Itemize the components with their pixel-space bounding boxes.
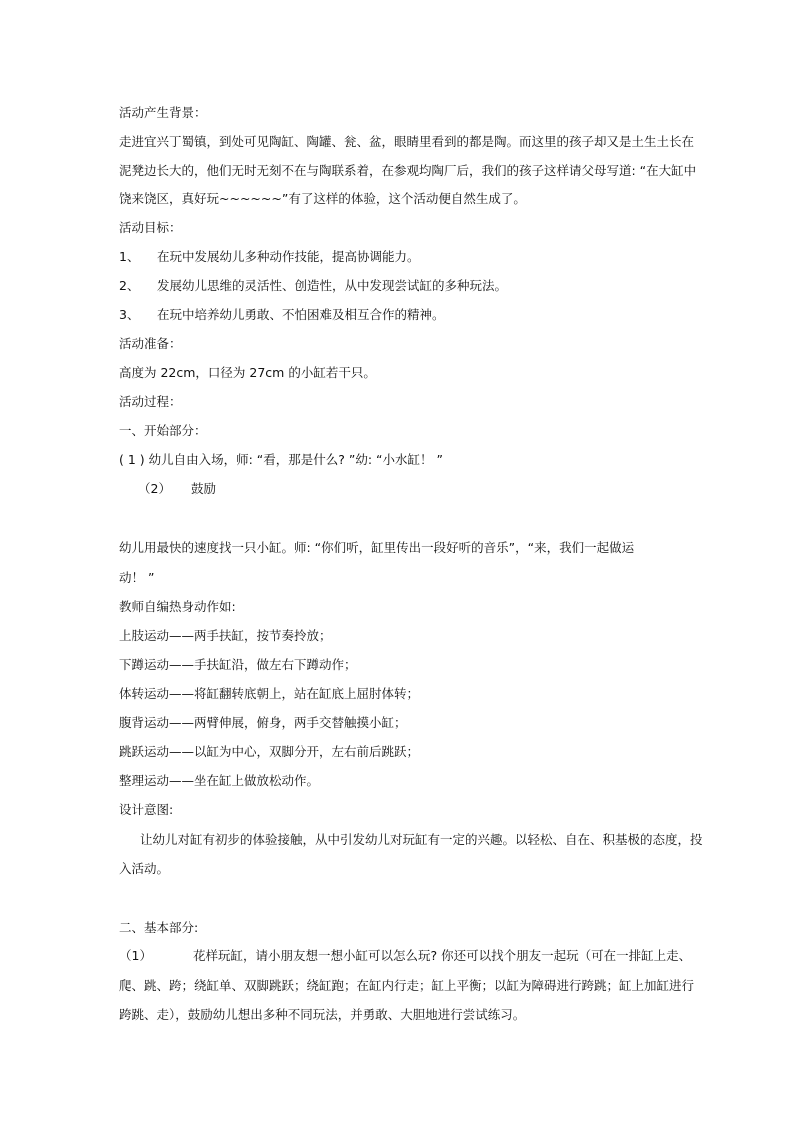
basic-text: 花样玩缸，请小朋友想一想小缸可以怎么玩? 你还可以找个朋友一起玩（可在一排缸上走、	[192, 948, 692, 963]
part1-title: 一、开始部分：	[119, 423, 207, 438]
goal-number: 3、	[119, 307, 140, 322]
goal-item	[119, 307, 445, 323]
goal-number: 2、	[119, 278, 140, 293]
basic-line-3: 跨跳、走），鼓励幼儿想出多种不同玩法，并勇敢、大胆地进行尝试练习。	[119, 1007, 526, 1022]
background-line-2: 泥凳边长大的，他们无时无刻不在与陶联系着，在参观均陶厂后，我们的孩子这样请父母写道: “在大缸中	[119, 163, 697, 178]
heading-process: 活动过程：	[119, 394, 182, 409]
basic-number: （1）	[119, 948, 152, 963]
step-2-text: 鼓励	[190, 481, 216, 496]
prep-text: 高度为 22cm，口径为 27cm 的小缸若干只。	[119, 365, 376, 380]
goal-text: 在玩中培养幼儿勇敢、不怕困难及相互合作的精神。	[156, 307, 445, 322]
basic-line-1	[119, 948, 691, 964]
warmup-item: 体转运动——将缸翻转底朝上，站在缸底上屈肘体转；	[119, 686, 420, 701]
goal-item	[119, 249, 420, 265]
paragraph-a-line-1: 幼儿用最快的速度找一只小缸。师: “你们听，缸里传出一段好听的音乐”，“来，我们一起做运	[119, 540, 635, 555]
heading-background: 活动产生背景：	[119, 105, 207, 120]
heading-prep: 活动准备：	[119, 336, 182, 351]
warmup-item: 上肢运动——两手扶缸，按节奏拎放；	[119, 628, 332, 643]
step-1: ( 1 ) 幼儿自由入场，师: “看，那是什么? ”幼: “小水缸！ ”	[119, 452, 443, 467]
goal-text: 发展幼儿思维的灵活性、创造性，从中发现尝试缸的多种玩法。	[156, 278, 507, 293]
goal-text: 在玩中发展幼儿多种动作技能，提高协调能力。	[156, 249, 420, 264]
warmup-title: 教师自编热身动作如:	[119, 599, 236, 614]
step-2	[138, 481, 216, 497]
heading-goals: 活动目标：	[119, 220, 182, 235]
background-line-3: 饶来饶区，真好玩~~~~~~”有了这样的体验，这个活动便自然生成了。	[119, 191, 526, 206]
design-title: 设计意图:	[119, 802, 174, 817]
design-line-1: 让幼儿对缸有初步的体验接触，从中引发幼儿对玩缸有一定的兴趣。以轻松、自在、积基极的态度，投	[140, 832, 703, 847]
design-line-2: 入活动。	[119, 861, 170, 876]
part2-title: 二、基本部分:	[119, 920, 199, 935]
warmup-item: 下蹲运动——手扶缸沿，做左右下蹲动作；	[119, 657, 357, 672]
background-line-1: 走进宜兴丁蜀镇，到处可见陶缸、陶罐、瓮、盆，眼睛里看到的都是陶。而这里的孩子却又是土生土长在	[119, 134, 695, 149]
warmup-item: 腹背运动——两臂伸展，俯身，两手交替触摸小缸；	[119, 715, 407, 730]
paragraph-a-line-2: 动！ ”	[119, 570, 155, 585]
goal-number: 1、	[119, 249, 140, 264]
warmup-item: 跳跃运动——以缸为中心，双脚分开，左右前后跳跃；	[119, 744, 420, 759]
basic-line-2: 爬、跳、跨；绕缸单、双脚跳跃；绕缸跑；在缸内行走；缸上平衡；以缸为障碍进行跨跳；缸上加缸进行	[119, 978, 695, 993]
goal-item	[119, 278, 507, 294]
warmup-item: 整理运动——坐在缸上做放松动作。	[119, 773, 320, 788]
step-2-number: （2）	[138, 481, 171, 496]
